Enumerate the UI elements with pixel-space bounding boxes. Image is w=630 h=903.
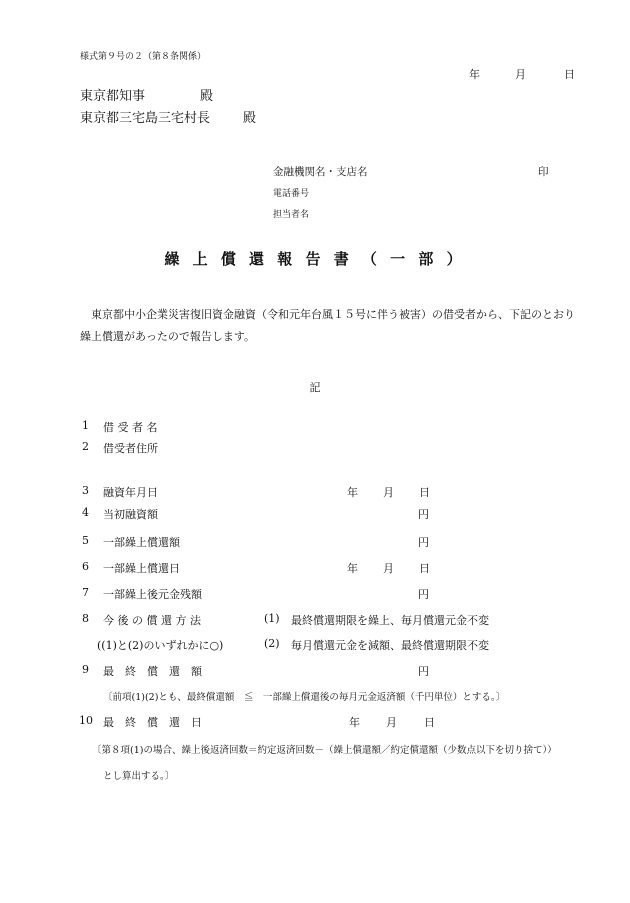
document-title: 繰 上 償 還 報 告 書 （ 一 部 ） (164, 250, 466, 268)
item-8-option-2-number: (2) (264, 637, 280, 650)
item-5-label: 一部繰上償還額 (103, 536, 180, 549)
item-4-label: 当初融資額 (103, 508, 158, 521)
item-8-option-2-text: 毎月償還元金を減額、最終償還期限不変 (291, 639, 489, 652)
item-6-year: 年 (347, 562, 358, 575)
item-5-unit: 円 (418, 536, 429, 549)
addressee-mayor: 東京都三宅島三宅村長 (80, 111, 211, 126)
item-1-label: 借 受 者 名 (103, 421, 158, 434)
addressee-governor-suffix: 殿 (200, 89, 214, 104)
item-10-month: 月 (386, 716, 397, 729)
seal-mark: 印 (538, 166, 549, 178)
bank-name-label: 金融機関名・支店名 (273, 166, 368, 178)
item-6-label: 一部繰上償還日 (103, 562, 180, 575)
item-10-day: 日 (424, 716, 435, 729)
item-9-note: 〔前項(1)(2)とも、最終償還額 ≦ 一部繰上償還後の毎月元金返済額（千円単位）とする。〕 (103, 692, 506, 703)
item-3-label: 融資年月日 (103, 486, 158, 499)
addressee-governor: 東京都知事 (80, 89, 146, 104)
item-10-label: 最 終 償 還 日 (103, 716, 202, 729)
item-4-unit: 円 (418, 508, 429, 521)
item-6-day: 日 (419, 562, 430, 575)
item-6-month: 月 (383, 562, 394, 575)
item-8-option-1-text: 最終償還期限を繰上、毎月償還元金不変 (291, 614, 489, 627)
item-2-number: 2 (82, 440, 89, 453)
item-10-note-line-1: 〔第８項(1)の場合、繰上後返済回数＝約定返済回数－（繰上償還額／約定償還額（少数点以下を切り捨て）） (92, 745, 557, 756)
body-text: 東京都中小企業災害復旧資金融資（令和元年台風１５号に伴う被害）の借受者から、下記のとおり繰上償還があったので報告します。 (80, 308, 575, 343)
item-8-number: 8 (82, 612, 89, 625)
form-number: 様式第９号の２（第８条関係） (80, 52, 207, 62)
item-9-unit: 円 (418, 665, 429, 678)
item-10-note-line-2: とし算出する。〕 (103, 771, 175, 782)
item-3-day: 日 (419, 486, 430, 499)
item-10-year: 年 (349, 716, 360, 729)
item-8-choice-note: ((1)と(2)のいずれかに○) (97, 639, 224, 652)
item-7-label: 一部繰上後元金残額 (103, 588, 202, 601)
item-3-number: 3 (82, 484, 89, 497)
item-8-option-1-number: (1) (264, 612, 280, 625)
item-5-number: 5 (82, 534, 89, 547)
date-month: 月 (515, 68, 526, 81)
ki-marker: 記 (309, 381, 321, 394)
date-day: 日 (564, 68, 575, 81)
item-7-unit: 円 (418, 588, 429, 601)
item-4-number: 4 (82, 506, 89, 519)
item-10-number: 10 (79, 714, 93, 727)
item-7-number: 7 (82, 586, 89, 599)
item-3-year: 年 (347, 486, 358, 499)
item-1-number: 1 (82, 419, 89, 432)
date-year: 年 (469, 68, 480, 81)
phone-label: 電話番号 (273, 189, 310, 199)
item-9-number: 9 (82, 663, 89, 676)
person-label: 担当者名 (273, 210, 310, 220)
addressee-mayor-suffix: 殿 (243, 111, 257, 126)
item-6-number: 6 (82, 560, 89, 573)
item-3-month: 月 (383, 486, 394, 499)
item-2-label: 借受者住所 (103, 442, 158, 455)
item-9-label: 最 終 償 還 額 (103, 665, 202, 678)
item-8-label: 今 後 の 償 還 方 法 (103, 614, 201, 627)
